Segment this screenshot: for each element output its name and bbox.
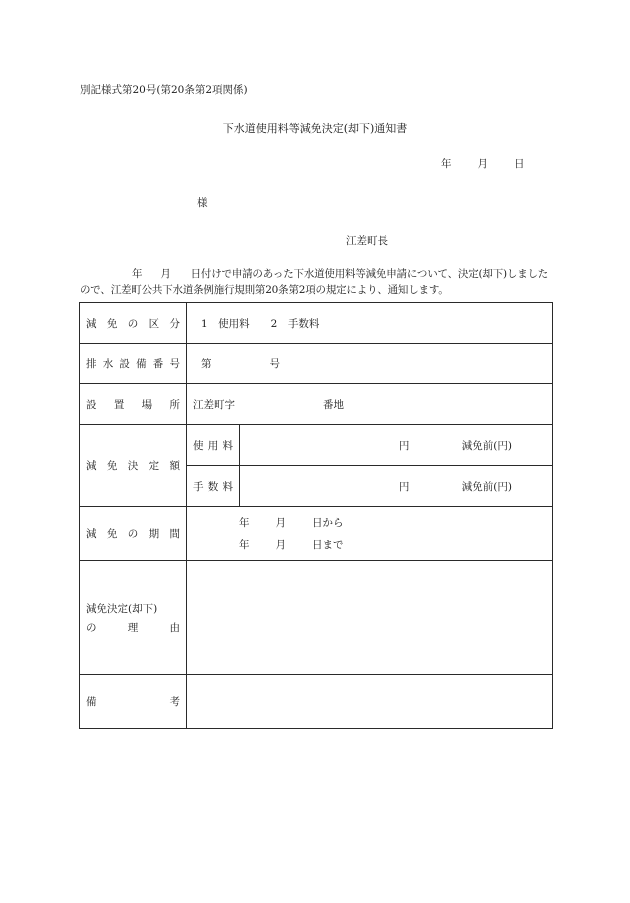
label-char: 設 (86, 398, 97, 411)
remarks-value (187, 675, 553, 729)
period-from: 年 月 日から (239, 516, 344, 529)
form-number-label: 別記様式第20号(第20条第2項関係) (80, 84, 248, 96)
label-char: 用 (207, 439, 219, 452)
label-char: 考 (169, 696, 180, 708)
body-year: 年 (132, 268, 143, 280)
row-category (80, 303, 553, 344)
label-char: 号 (169, 358, 180, 370)
label-char: 由 (169, 621, 180, 634)
label-char: 免 (106, 528, 118, 540)
document-title: 下水道使用料等減免決定(却下)通知書 (222, 122, 408, 135)
label-char: 決 (127, 460, 139, 472)
label-char: 使 (193, 439, 204, 452)
label-char: 備 (136, 358, 147, 370)
label-char: 排 (86, 358, 97, 370)
label-char: 減 (86, 460, 97, 472)
label-location (80, 384, 187, 425)
label-char: 定 (148, 460, 160, 472)
label-handling-fee (187, 466, 240, 507)
label-char: 減 (86, 528, 97, 540)
location-value: 江差町字 番地 (187, 384, 553, 425)
label-char: 免 (106, 317, 118, 330)
body-month: 月 (160, 268, 171, 280)
label-usage-fee (187, 425, 240, 466)
label-char: 分 (169, 317, 180, 330)
date-day: 日 (514, 158, 525, 170)
reason-value (187, 561, 553, 675)
label-reason: 減免決定(却下) の 理 由 (80, 561, 187, 675)
body-paragraph (80, 266, 555, 298)
row-amount-usage (80, 425, 553, 466)
label-category (80, 303, 187, 344)
issuer-name: 江差町長 (346, 235, 388, 247)
period-to: 年 月 日まで (239, 538, 344, 551)
label-char: の (127, 317, 139, 330)
row-period (80, 507, 553, 561)
label-char: 額 (169, 460, 180, 472)
label-amount (80, 425, 187, 507)
label-char: の (127, 528, 139, 540)
date-year: 年 (441, 158, 452, 170)
drainage-number-value: 第 号 (187, 344, 553, 384)
label-remarks (80, 675, 187, 729)
label-char: 期 (148, 528, 160, 540)
addressee-honorific: 様 (197, 197, 208, 209)
row-reason (80, 561, 553, 675)
handling-fee-amount: 円 減免前(円) (240, 466, 553, 507)
notice-table (79, 302, 553, 729)
date-month: 月 (477, 158, 488, 170)
label-char: 備 (86, 696, 97, 708)
label-char: 設 (119, 358, 130, 370)
row-location (80, 384, 553, 425)
label-char: 免 (106, 460, 118, 472)
label-char: 区 (148, 317, 160, 330)
label-char: 理 (127, 621, 139, 634)
label-period (80, 507, 187, 561)
usage-fee-amount: 円 減免前(円) (240, 425, 553, 466)
label-char: 間 (169, 528, 180, 540)
row-remarks (80, 675, 553, 729)
label-char: 料 (222, 439, 233, 452)
period-value (187, 507, 553, 561)
label-char: の (86, 621, 97, 634)
label-char: 数 (207, 480, 219, 493)
label-drainage-number (80, 344, 187, 384)
label-char: 手 (193, 480, 204, 493)
body-text: 日付けで申請のあった下水道使用料等減免申請について、決定(却下)しましたので、江差町公共下水道条例施行規則第20条第2項の規定により、通知します。 (80, 268, 549, 296)
label-char: 減 (86, 317, 97, 330)
label-char: 料 (222, 480, 233, 493)
label-char: 水 (102, 358, 114, 370)
label-char: 所 (169, 398, 180, 411)
row-drainage-number (80, 344, 553, 384)
label-char: 場 (141, 398, 153, 411)
label-char: 番 (152, 358, 164, 370)
category-value: 1 使用料 2 手数料 (187, 303, 553, 344)
issue-date (441, 156, 525, 171)
label-char: 置 (113, 398, 125, 411)
